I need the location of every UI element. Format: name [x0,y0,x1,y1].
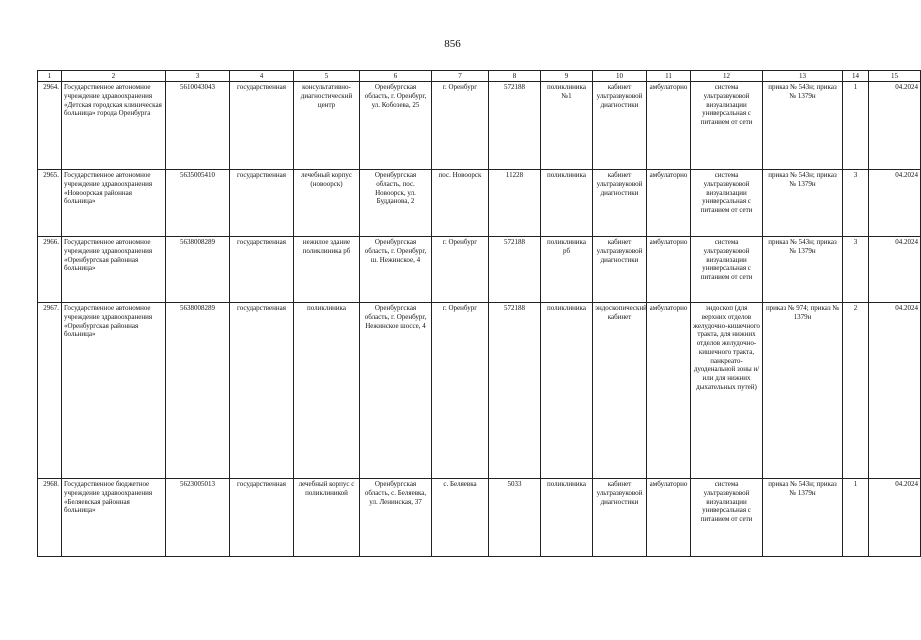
row-number: 2968. [38,479,62,557]
care-condition: амбулаторно [647,303,691,479]
care-condition: амбулаторно [647,82,691,170]
table-row [38,170,921,237]
date-cell: 04.2024 [869,479,921,557]
unit-cell: поликлиника [541,170,593,237]
table-row [38,82,921,170]
equipment-cell: система ультразвуковой визуализации универсальная с питанием от сети [691,237,763,303]
ownership-form: государственная [230,82,294,170]
address-cell: Оренбургская область, пос. Новоорск, ул. Будданова, 2 [360,170,432,237]
column-header: 7 [432,71,489,82]
equipment-cell: система ультразвуковой визуализации универсальная с питанием от сети [691,82,763,170]
room-cell: кабинет ультразвуковой диагностики [593,170,647,237]
quantity-cell: 3 [843,237,869,303]
column-header: 15 [869,71,921,82]
unit-cell: поликлиника [541,479,593,557]
locality-cell: г. Оренбург [432,303,489,479]
building-name: лечебный корпус (новоорск) [294,170,360,237]
row-number: 2965. [38,170,62,237]
table-row [38,479,921,557]
address-cell: Оренбургская область, с. Беляевка, ул. Ленинская, 37 [360,479,432,557]
room-cell: эндоскопический кабинет [593,303,647,479]
unit-cell: поликлиника рб [541,237,593,303]
inn-cell: 5610043043 [166,82,230,170]
unit-cell: поликлиника [541,303,593,479]
date-cell: 04.2024 [869,170,921,237]
date-cell: 04.2024 [869,237,921,303]
equipment-cell: эндоскоп (для верхних отделов желудочно-кишечного тракта, для нижних отделов желудочно-кишечного тракта, панкреато-дуоденальной зоны и/или для нижних дыхательных путей) [691,303,763,479]
inn-cell: 5635005410 [166,170,230,237]
column-header: 1 [38,71,62,82]
building-name: нежилое здание поликлиника рб [294,237,360,303]
organization-name: Государственное бюджетное учреждение здравоохранения «Беляевская районная больница» [62,479,166,557]
ownership-form: государственная [230,479,294,557]
ownership-form: государственная [230,237,294,303]
building-name: лечебный корпус с поликлиникой [294,479,360,557]
population-cell: 11228 [489,170,541,237]
room-cell: кабинет ультразвуковой диагностики [593,82,647,170]
equipment-cell: система ультразвуковой визуализации универсальная с питанием от сети [691,170,763,237]
locality-cell: г. Оренбург [432,82,489,170]
locality-cell: с. Беляевка [432,479,489,557]
column-header: 10 [593,71,647,82]
column-header: 3 [166,71,230,82]
inn-cell: 5638008289 [166,237,230,303]
care-condition: амбулаторно [647,479,691,557]
care-condition: амбулаторно [647,170,691,237]
order-cell: приказ № 543н; приказ № 1379н [763,82,843,170]
organization-name: Государственное автономное учреждение здравоохранения «Детская городская клиническая больница» города Оренбурга [62,82,166,170]
inn-cell: 5638008289 [166,303,230,479]
column-header: 6 [360,71,432,82]
address-cell: Оренбургская область, г. Оренбург, ш. Нежинское, 4 [360,237,432,303]
address-cell: Оренбургская область, г. Оренбург, ул. Кобозева, 25 [360,82,432,170]
column-header: 12 [691,71,763,82]
inn-cell: 5623005013 [166,479,230,557]
table-row [38,237,921,303]
organization-name: Государственное автономное учреждение здравоохранения «Оренбургская районная больница» [62,237,166,303]
column-header: 5 [294,71,360,82]
quantity-cell: 1 [843,479,869,557]
date-cell: 04.2024 [869,303,921,479]
table-row [38,303,921,479]
page-number: 856 [444,38,461,50]
column-header: 8 [489,71,541,82]
equipment-cell: система ультразвуковой визуализации универсальная с питанием от сети [691,479,763,557]
row-number: 2964. [38,82,62,170]
building-name: поликлиника [294,303,360,479]
locality-cell: пос. Новоорск [432,170,489,237]
population-cell: 572188 [489,82,541,170]
organization-name: Государственное автономное учреждение здравоохранения «Оренбургская районная больница» [62,303,166,479]
quantity-cell: 3 [843,170,869,237]
population-cell: 572188 [489,303,541,479]
column-header: 9 [541,71,593,82]
population-cell: 5033 [489,479,541,557]
header-row [38,71,921,82]
registry-table [37,70,921,557]
row-number: 2966. [38,237,62,303]
room-cell: кабинет ультразвуковой диагностики [593,237,647,303]
order-cell: приказ № 543н; приказ № 1379н [763,170,843,237]
order-cell: приказ № 543н; приказ № 1379н [763,479,843,557]
column-header: 4 [230,71,294,82]
building-name: консультативно-диагностический центр [294,82,360,170]
quantity-cell: 2 [843,303,869,479]
column-header: 2 [62,71,166,82]
organization-name: Государственное автономное учреждение здравоохранения «Новоорская районная больница» [62,170,166,237]
column-header: 11 [647,71,691,82]
unit-cell: поликлиника №1 [541,82,593,170]
care-condition: амбулаторно [647,237,691,303]
column-header: 13 [763,71,843,82]
row-number: 2967. [38,303,62,479]
order-cell: приказ № 543н; приказ № 1379н [763,237,843,303]
ownership-form: государственная [230,303,294,479]
locality-cell: г. Оренбург [432,237,489,303]
quantity-cell: 1 [843,82,869,170]
column-header: 14 [843,71,869,82]
date-cell: 04.2024 [869,82,921,170]
ownership-form: государственная [230,170,294,237]
room-cell: кабинет ультразвуковой диагностики [593,479,647,557]
address-cell: Оренбургская область, г. Оренбург, Нежинское шоссе, 4 [360,303,432,479]
order-cell: приказ № 974; приказ № 1379н [763,303,843,479]
population-cell: 572188 [489,237,541,303]
